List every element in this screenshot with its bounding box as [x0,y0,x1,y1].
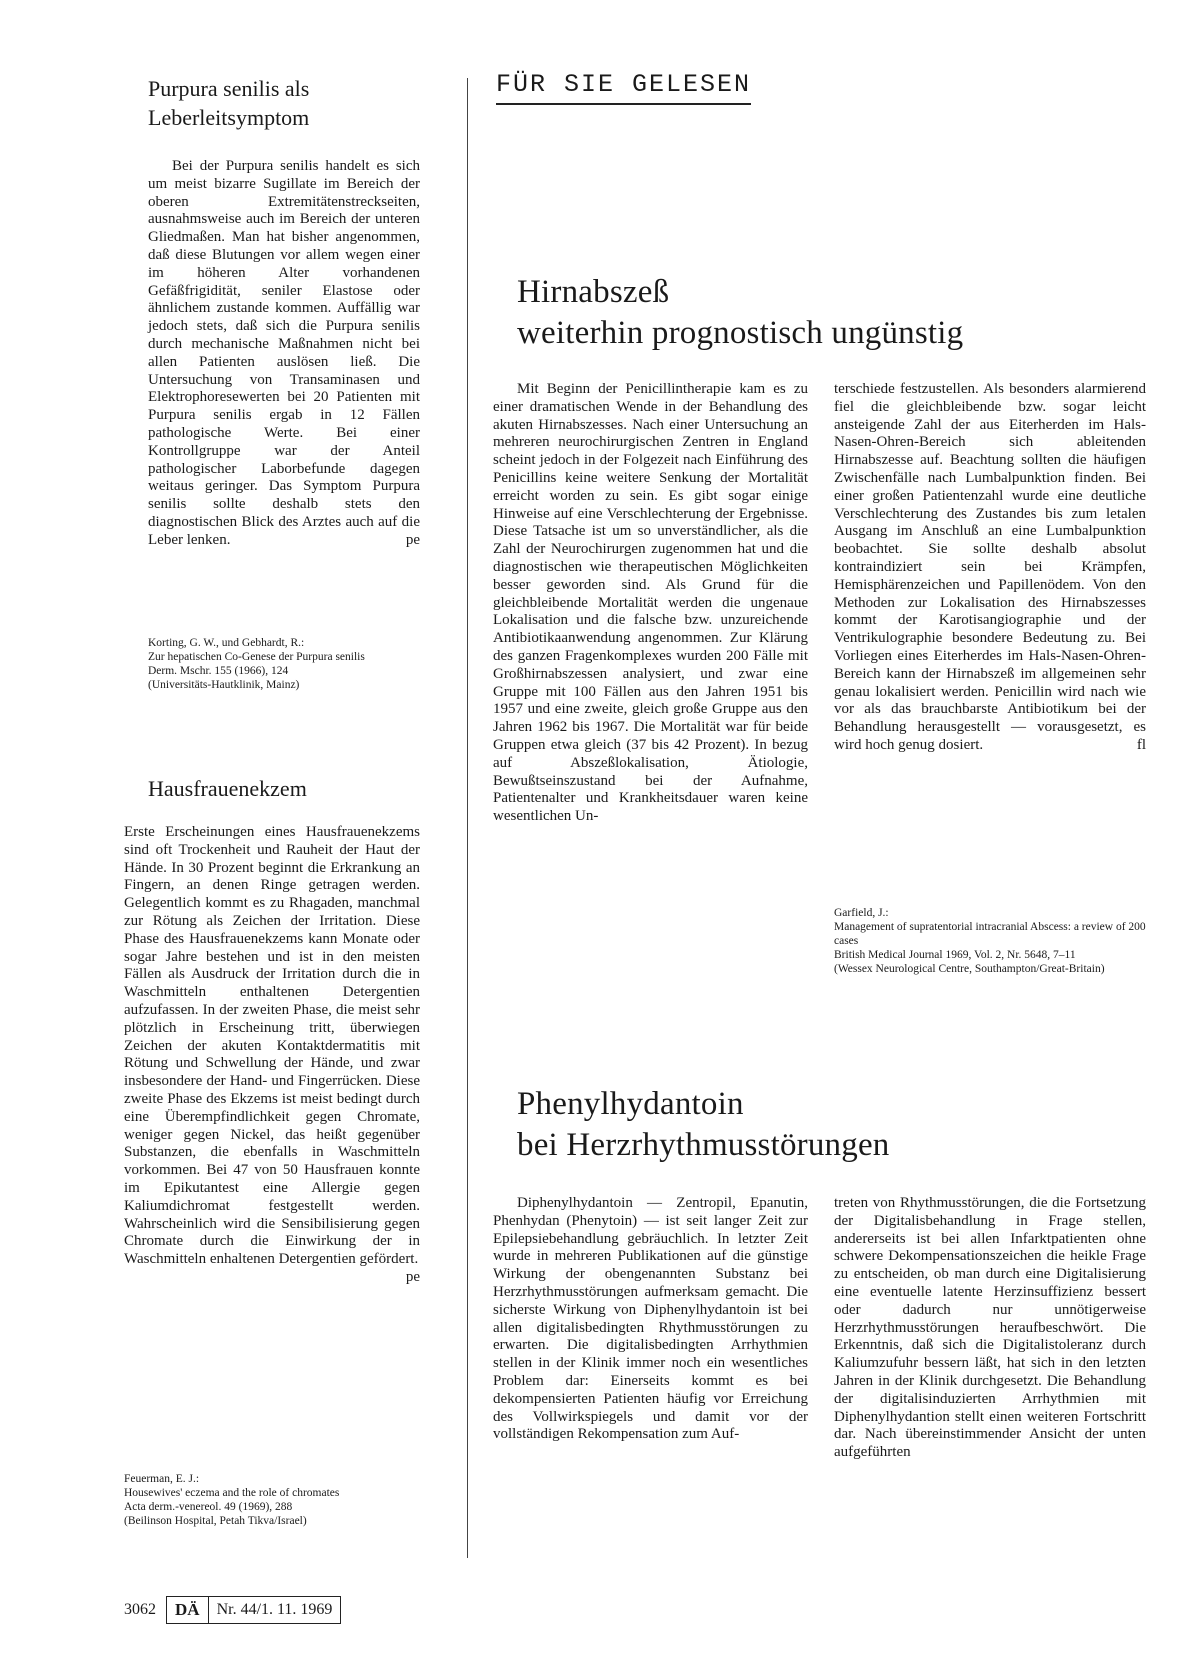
article-title: Leberleitsymptom [148,105,310,130]
article-title: Phenylhydantoin [517,1086,744,1122]
article-text-content: Diphenylhydantoin — Zentropil, Epanutin, Phenhydan (Phenytoin) — ist seit langer Zeit zur Epilepsiebehandlung gebräuchlich. In letzter Zeit wurde in mehreren Publikationen auf die günstige Wirkung der obengenannten Substanz bei Herzrhythmusstörungen aufmerksam gemacht. Die sicherste Wirkung von Diphenylhydantoin ist bei allen digitalisbedingten Rhythmusstörungen zu erwarten. Die digitalisbedingten Arrhythmien stellen in der Klinik immer noch ein wesentliches Problem dar: Einerseits kommt es bei dekompensierten Patienten häufig vor Erreichung des Vollwirkspiegels und damit vor der vollständigen Rekompensation zum Auf- [493,1195,808,1443]
article-purpura-body [148,158,420,550]
reference-author: Feuerman, E. J.: [124,1473,200,1485]
article-text [148,158,420,550]
page-number: 3062 [124,1601,156,1618]
column-divider [467,78,468,1558]
author-signature: fl [1136,736,1146,753]
reference-journal: Acta derm.-venereol. 49 (1969), 288 [124,1501,293,1513]
article-title: Purpura senilis als [148,76,310,101]
reference-title: Management of supratentorial intracranial Abscess: a review of 200 cases [834,921,1146,947]
article-title: Hausfrauenekzem [148,776,307,801]
article-hausfrauenekzem-body [124,824,420,1287]
article-title: Hirnabszeß [517,274,670,310]
article-hirnabszess-reference [834,906,1146,976]
article-text [834,381,1146,755]
article-text [834,1195,1146,1462]
article-text-content: treten von Rhythmusstörungen, die die Fortsetzung der Digitalisbehandlung in Frage stellen, andererseits ist bei allen Infarktpatienten ohne schwere Dekompensationszeichen die heikle Frage zu entscheiden, ob man durch eine Digitalisierung eine eventuelle latente Herzinsuffizienz bessert oder dadurch nur unnötigerweise Herzrhythmusstörungen heraufbeschwört. Die Erkenntnis, daß sich die Digitalistoleranz durch Kaliumzufuhr bessern läßt, hat sich in den letzten Jahren in der Klinik durchgesetzt. Die Behandlung der digitalisinduzierten Arrhythmien mit Diphenylhydantion stellt einen weiteren Fortschritt dar. Nach übereinstimmender Ansicht der unten aufgeführten [834,1195,1146,1461]
article-phenylhydantoin-title [517,1084,1077,1166]
article-hirnabszess-col2 [834,381,1146,755]
article-text-content: Erste Erscheinungen eines Hausfrauenekzems sind oft Trockenheit und Rauheit der Haut der Hände. In 30 Prozent beginnt die Erkrankung an Fingern, an denen Ringe getragen werden. Gelegentlich kommt es zu Rhagaden, manchmal zur Rötung als Zeichen der Irritation. Diese Phase des Hausfrauenekzems kann Monate oder sogar Jahre bestehen und ist in den meisten Fällen als Ausdruck der Irritation durch die in Waschmitteln enthaltenen Detergentien aufzufassen. In der zweiten Phase, die meist sehr plötzlich in Erscheinung tritt, überwiegen Zeichen der akuten Kontaktdermatitis mit Rötung und Schwellung der Hände, und zwar insbesondere der Hand- und Fingerrücken. Diese zweite Phase des Ekzems ist meist bedingt durch eine Überempfindlichkeit gegen Chromate, weniger gegen Nickel, das heißt gegenüber Substanzen, die ebenfalls in Waschmitteln vorkommen. Bei 47 von 50 Hausfrauen konnte im Epikutantest eine Allergie gegen Kaliumdichromat festgestellt werden. Wahrscheinlich wird die Sensibilisierung gegen Chromate durch die Einwirkung der in Waschmitteln enhaltenen Detergentien gefördert. [124,824,420,1268]
issue-date: Nr. 44/1. 11. 1969 [216,1601,333,1618]
author-signature: pe [405,1268,420,1285]
reference-title: Housewives' eczema and the role of chromates [124,1487,340,1499]
reference-institution: (Wessex Neurological Centre, Southampton/Great-Britain) [834,963,1105,975]
article-text [493,381,808,826]
reference-institution: (Beilinson Hospital, Petah Tikva/Israel) [124,1515,307,1527]
reference-journal: Derm. Mschr. 155 (1966), 124 [148,665,289,677]
reference-institution: (Universitäts-Hautklinik, Mainz) [148,679,300,691]
section-title: FÜR SIE GELESEN [496,70,751,105]
reference-author: Korting, G. W., und Gebhardt, R.: [148,637,305,649]
journal-logo: DÄ [167,1597,209,1623]
reference-journal: British Medical Journal 1969, Vol. 2, Nr. 5648, 7–11 [834,949,1076,961]
article-text-content: Bei der Purpura senilis handelt es sich um meist bizarre Sugillate im Bereich der oberen Extremitätenstreckseiten, ausnahmsweise auch im Bereich der unteren Gliedmaßen. Man hat bisher angenommen, daß diese Blutungen vor allem wegen einer im höheren Alter vorhandenen Gefäßfrigidität, seniler Elastose oder ähnlichem zustande kommen. Auffällig war jedoch stets, daß sich die Purpura senilis durch mechanische Maßnahmen nicht bei allen Patienten auslösen ließ. Die Untersuchung von Transaminasen und Elektrophoresewerten bei 20 Patienten mit Purpura senilis ergab in 12 Fällen pathologische Werte. Bei einer Kontrollgruppe war der Anteil pathologischer Laborbefunde dagegen weitaus geringer. Das Symptom Purpura senilis sollte deshalb stets den diagnostischen Blick des Arztes auch auf die Leber lenken. [148,158,420,548]
page-footer [124,1596,341,1624]
section-header [496,70,751,105]
article-hausfrauenekzem-reference [124,1472,420,1528]
reference-author: Garfield, J.: [834,907,889,919]
reference-title: Zur hepatischen Co-Genese der Purpura senilis [148,651,365,663]
article-phenylhydantoin-col2 [834,1195,1146,1462]
article-title: weiterhin prognostisch ungünstig [517,315,964,351]
article-purpura-title [148,74,420,132]
article-text [124,824,420,1285]
author-signature: pe [405,531,420,548]
article-text-content: Mit Beginn der Penicillintherapie kam es zu einer dramatischen Wende in der Behandlung des akuten Hirnabszesses. Nach einer Untersuchung an mehreren neurochirurgischen Zentren in England scheint jedoch in der Folgezeit nach Einführung des Penicillins keine weitere Senkung der Mortalität erreicht worden zu sein. Es gibt sogar einige Hinweise auf eine Verschlechterung der Ergebnisse. Diese Tatsache ist um so unverständlicher, als die Zahl der Neurochirurgen zugenommen hat und die diagnostischen wie therapeutischen Möglichkeiten besser geworden sind. Als Grund für die gleichbleibende Mortalität werden die ungenaue Lokalisation und die falsche bzw. unzureichende Antibiotikaanwendung angenommen. Zur Klärung des ganzen Fragenkomplexes wurden 200 Fälle mit Großhirnabszessen analysiert, und zwar eine Gruppe mit 100 Fällen aus den Jahren 1951 bis 1957 und eine zweite, gleich große Gruppe aus den Jahren 1962 bis 1967. Die Mortalität war für beide Gruppen etwa gleich (37 bis 42 Prozent). In bezug auf Abszeßlokalisation, Ätiologie, Bewußtseinszustand bei der Aufnahme, Patientenalter und Krankheitsdauer waren keine wesentlichen Un- [493,381,808,825]
article-purpura-reference [148,636,420,692]
article-title: bei Herzrhythmusstörungen [517,1127,890,1163]
article-hausfrauenekzem-title [148,774,420,803]
article-hirnabszess-col1 [493,381,808,826]
article-hirnabszess-title [517,272,1077,354]
article-phenylhydantoin-col1 [493,1195,808,1444]
article-text-content: terschiede festzustellen. Als besonders alarmierend fiel die gleichbleibende bzw. sogar leicht ansteigende Zahl der aus Eiterherden im Hals-Nasen-Ohren-Bereich sich ableitenden Hirnabszesse auf. Beachtung sollten die häufigen Zwischenfälle nach Lumbalpunktion finden. Bei einer großen Patientenzahl wurde eine deutliche Verschlechterung des Zustandes bis zum letalen Ausgang im Anschluß an eine Lumbalpunktion beobachtet. Sie sollte deshalb absolut kontraindiziert sein bei Krämpfen, Hemisphärenzeichen und Papillenödem. Von den Methoden zur Lokalisation des Hirnabszesses kommt der Karotisangiographie und der Ventrikulographie besondere Bedeutung zu. Bei Vorliegen eines Eiterherdes im Hals-Nasen-Ohren-Bereich kann der Hirnabszeß im allgemeinen sehr genau lokalisiert werden. Penicillin wird nach wie vor als das brauchbarste Antibiotikum bei der Behandlung herausgestellt — vorausgesetzt, es wird hoch genug dosiert. [834,381,1146,753]
journal-box [166,1596,341,1624]
article-text [493,1195,808,1444]
